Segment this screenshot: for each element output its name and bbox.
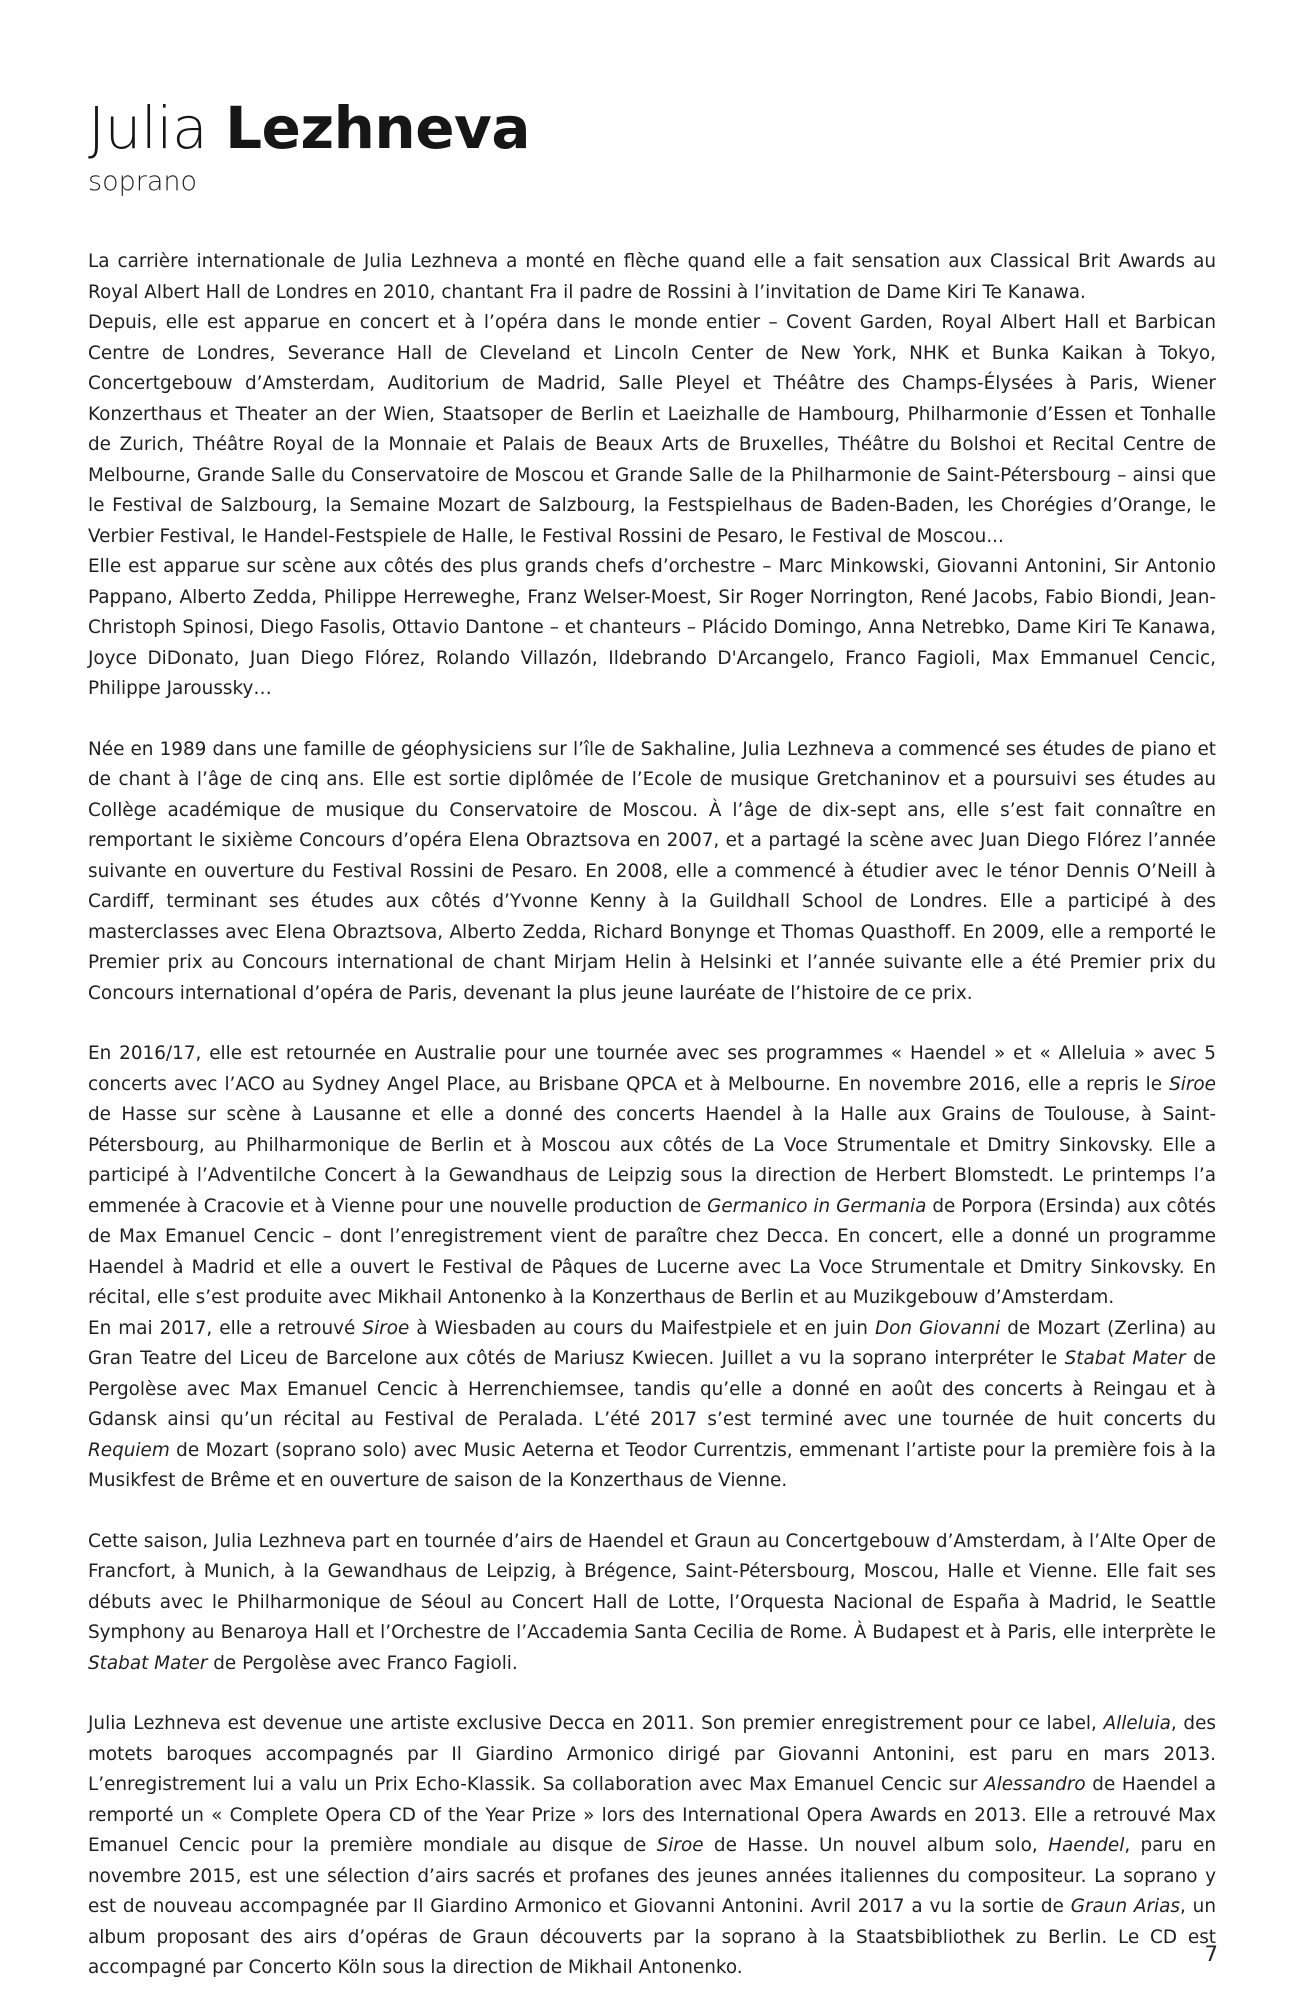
biography-paragraph [88, 1039, 1216, 1314]
paragraph-text: Depuis, elle est apparue en concert et à l’opéra dans le monde entier – Covent Garden, Royal Albert Hall et Barbican Centre de Londres, Severance Hall de Cleveland et Lincoln Center de New York, NHK et Bunka Kaikan à Tokyo, Concertgebouw d’Amsterdam, Auditorium de Madrid, Salle Pleyel et Théâtre des Champs-Élysées à Paris, Wiener Konzerthaus et Theater an der Wien, Staatsoper de Berlin et Laeizhalle de Hambourg, Philharmonie d’Essen et Tonhalle de Zurich, Théâtre Royal de la Monnaie et Palais de Beaux Arts de Bruxelles, Théâtre du Bolshoi et Recital Centre de Melbourne, Grande Salle du Conservatoire de Moscou et Grande Salle de la Philharmonie de Saint-Pétersbourg – ainsi que le Festival de Salzbourg, la Semaine Mozart de Salzbourg, la Festspielhaus de Baden-Baden, les Chorégies d’Orange, le Verbier Festival, le Handel-Festspiele de Halle, le Festival Rossini de Pesaro, le Festival de Moscou... [88, 312, 1216, 547]
work-title: Requiem [88, 1439, 170, 1461]
paragraph-text: , un album proposant des airs d’opéras de Graun découverts par la soprano à la Staatsbibliothek zu Berlin. Le CD est accompagné par Concerto Köln sous la direction de Mikhail Antonenko. [88, 1896, 1216, 1978]
artist-first-name: Julia [88, 94, 208, 162]
paragraph-text: , paru en novembre 2015, est une sélection d’airs sacrés et profanes des jeunes années italiennes du compositeur. La soprano y est de nouveau accompagnée par Il Giardino Armonico et Giovanni Antonini. Avril 2017 a vu la sortie de [88, 1835, 1217, 1917]
work-title: Siroe [1169, 1073, 1216, 1095]
paragraph-text: de Porpora (Ersinda) aux côtés de Max Emanuel Cencic – dont l’enregistrement vient de paraître chez Decca. En concert, elle a donné un programme Haendel à Madrid et elle a ouvert le Festival de Pâques de Lucerne avec La Voce Strumentale et Dmitry Sinkovsky. En récital, elle s’est produite avec Mikhail Antonenko à la Konzerthaus de Berlin et au Muzikgebouw d’Amsterdam. [88, 1195, 1217, 1308]
work-title: Stabat Mater [88, 1652, 208, 1674]
work-title: Haendel [1048, 1835, 1125, 1856]
work-title: Siroe [362, 1317, 410, 1339]
paragraph-text: La carrière internationale de Julia Lezhneva a monté en flèche quand elle a fait sensation aux Classical Brit Awards au Royal Albert Hall de Londres en 2010, chantant Fra il padre de Rossini à l’invitation de Dame Kiri Te Kanawa. [88, 251, 1216, 303]
artist-name-title [88, 96, 1216, 160]
biography-paragraph [88, 1527, 1216, 1680]
paragraph-text: Elle est apparue sur scène aux côtés des plus grands chefs d’orchestre – Marc Minkowski, Giovanni Antonini, Sir Antonio Pappano, Alberto Zedda, Philippe Herreweghe, Franz Welser-Moest, Sir Roger Norrington, René Jacobs, Fabio Biondi, Jean-Christoph Spinosi, Diego Fasolis, Ottavio Dantone – et chanteurs – Plácido Domingo, Anna Netrebko, Dame Kiri Te Kanawa, Joyce DiDonato, Juan Diego Flórez, Rolando Villazón, Ildebrando D'Arcangelo, Franco Fagioli, Max Emmanuel Cencic, Philippe Jaroussky… [88, 556, 1217, 699]
work-title: Germanico in Germania [707, 1195, 927, 1217]
work-title: Don Giovanni [874, 1317, 1001, 1339]
work-title: Siroe [656, 1835, 704, 1856]
paragraph-text: de Pergolèse avec Franco Fagioli. [207, 1652, 518, 1674]
biography-page [88, 96, 1216, 1984]
biography-paragraph [88, 308, 1216, 552]
biography-paragraph [88, 735, 1216, 1010]
biography-paragraph [88, 552, 1216, 705]
paragraph-text: Cette saison, Julia Lezhneva part en tournée d’airs de Haendel et Graun au Concertgebouw d’Amsterdam, à l’Alte Oper de Francfort, à Munich, à la Gewandhaus de Leipzig, à Brégence, Saint-Pétersbourg, Moscou, Halle et Vienne. Elle fait ses débuts avec le Philharmonique de Séoul au Concert Hall de Lotte, l’Orquesta Nacional de España à Madrid, le Seattle Symphony au Benaroya Hall et l’Orchestre de l’Accademia Santa Cecilia de Rome. À Budapest et à Paris, elle interprète le [88, 1530, 1216, 1643]
artist-last-name: Lezhneva [225, 94, 530, 162]
paragraph-text: de Hasse sur scène à Lausanne et elle a donné des concerts Haendel à la Halle aux Grains de Toulouse, à Saint-Pétersbourg, au Philharmonique de Berlin et à Moscou aux côtés de La Voce Strumentale et Dmitry Sinkovsky. Elle a participé à l’Adventilche Concert à la Gewandhaus de Leipzig sous la direction de Herbert Blomstedt. Le printemps l’a emmenée à Cracovie et à Vienne pour une nouvelle production de [88, 1104, 1216, 1217]
paragraph-gap [88, 1009, 1216, 1039]
paragraph-text: , des motets baroques accompagnés par Il Giardino Armonico dirigé par Giovanni Antonini, est paru en mars 2013. L’enregistrement lui a valu un Prix Echo-Klassik. Sa collaboration avec Max Emanuel Cencic sur [88, 1713, 1216, 1795]
paragraph-gap [88, 1497, 1216, 1527]
paragraph-text: de Haendel a remporté un « Complete Opera CD of the Year Prize » lors des International Opera Awards en 2013. Elle a retrouvé Max Emanuel Cencic pour la première mondiale au disque de [88, 1774, 1216, 1856]
biography-paragraph [88, 247, 1216, 308]
work-title: Alessandro [984, 1774, 1086, 1795]
artist-voice-type: soprano [88, 166, 198, 197]
paragraph-text: de Pergolèse avec Max Emanuel Cencic à Herrenchiemsee, tandis qu’elle a donné en août des concerts à Reingau et à Gdansk ainsi qu’un récital au Festival de Peralada. L’été 2017 s’est terminé avec une tournée de huit concerts du [88, 1348, 1216, 1430]
paragraph-text: En 2016/17, elle est retournée en Australie pour une tournée avec ses programmes « Haendel » et « Alleluia » avec 5 concerts avec l’ACO au Sydney Angel Place, au Brisbane QPCA et à Melbourne. En novembre 2016, elle a repris le [88, 1043, 1216, 1095]
paragraph-text: En mai 2017, elle a retrouvé [88, 1317, 363, 1339]
work-title: Graun Arias [1070, 1896, 1181, 1917]
paragraph-gap [88, 705, 1216, 735]
paragraph-text: de Hasse. Un nouvel album solo, [703, 1835, 1049, 1856]
page-number: 7 [1204, 1942, 1218, 1966]
paragraph-text: à Wiesbaden au cours du Maifestpiele et en juin [409, 1317, 875, 1339]
biography-paragraph [88, 1709, 1216, 1984]
work-title: Alleluia [1103, 1713, 1171, 1734]
biography-body [88, 247, 1216, 1984]
paragraph-text: de Mozart (soprano solo) avec Music Aeterna et Teodor Currentzis, emmenant l’artiste pour la première fois à la Musikfest de Brême et en ouverture de saison de la Konzerthaus de Vienne. [88, 1439, 1216, 1491]
paragraph-text: de Mozart (Zerlina) au Gran Teatre del Liceu de Barcelone aux côtés de Mariusz Kwiecen. Juillet a vu la soprano interpréter le [88, 1317, 1216, 1369]
paragraph-text: Née en 1989 dans une famille de géophysiciens sur l’île de Sakhaline, Julia Lezhneva a commencé ses études de piano et de chant à l’âge de cinq ans. Elle est sortie diplômée de l’Ecole de musique Gretchaninov et a poursuivi ses études au Collège académique de musique du Conservatoire de Moscou. À l’âge de dix-sept ans, elle s’est fait connaître en remportant le sixième Concours d’opéra Elena Obraztsova en 2007, et a partagé la scène avec Juan Diego Flórez l’année suivante en ouverture du Festival Rossini de Pesaro. En 2008, elle a commencé à étudier avec le ténor Dennis O’Neill à Cardiff, terminant ses études aux côtés d’Yvonne Kenny à la Guildhall School de Londres. Elle a participé à des masterclasses avec Elena Obraztsova, Alberto Zedda, Richard Bonynge et Thomas Quasthoff. En 2009, elle a remporté le Premier prix au Concours international de chant Mirjam Helin à Helsinki et l’année suivante elle a été Premier prix du Concours international d’opéra de Paris, devenant la plus jeune lauréate de l’histoire de ce prix. [88, 738, 1216, 1004]
work-title: Stabat Mater [1064, 1348, 1186, 1369]
paragraph-text: Julia Lezhneva est devenue une artiste exclusive Decca en 2011. Son premier enregistrement pour ce label, [88, 1713, 1104, 1734]
biography-paragraph [88, 1314, 1216, 1497]
paragraph-gap [88, 1679, 1216, 1709]
